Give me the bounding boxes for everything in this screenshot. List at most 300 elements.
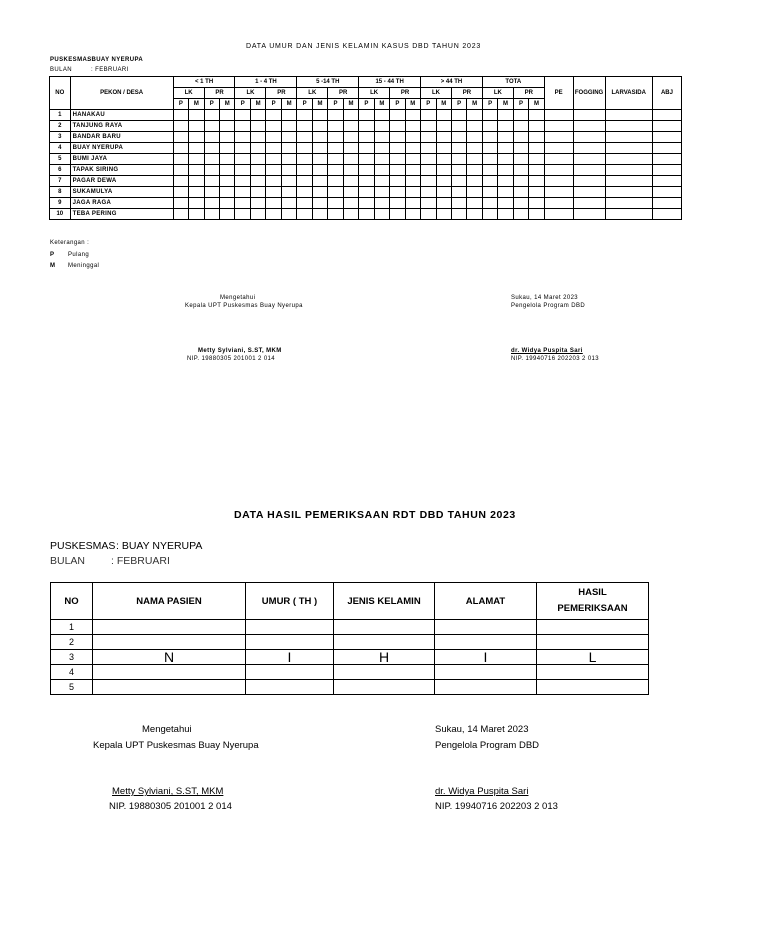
data-cell xyxy=(266,209,281,220)
data-cell xyxy=(204,143,219,154)
data-cell xyxy=(421,165,436,176)
doc2-title: DATA HASIL PEMERIKSAAN RDT DBD TAHUN 2023 xyxy=(234,509,516,521)
data-cell xyxy=(374,143,389,154)
data-cell xyxy=(451,143,466,154)
data-cell xyxy=(544,187,573,198)
data-cell xyxy=(421,209,436,220)
data-cell xyxy=(421,187,436,198)
legend-code-m: M xyxy=(50,263,56,269)
data-cell xyxy=(544,165,573,176)
data-cell xyxy=(573,121,605,132)
data-cell xyxy=(498,165,513,176)
data-cell xyxy=(281,121,297,132)
data-cell xyxy=(436,143,451,154)
data-cell xyxy=(405,110,421,121)
pekon-name: HANAKAU xyxy=(70,110,173,121)
data-cell xyxy=(220,132,235,143)
data-cell xyxy=(297,198,312,209)
data-cell xyxy=(173,165,188,176)
data-cell xyxy=(436,132,451,143)
cell-jk xyxy=(334,680,435,695)
row-number: 10 xyxy=(50,209,71,220)
doc2-sign-right-name: dr. Widya Puspita Sari xyxy=(435,786,529,797)
doc1-sign-left-line2: Kepala UPT Puskesmas Buay Nyerupa xyxy=(185,303,303,309)
cell-hasil xyxy=(537,680,649,695)
doc1-header-lk: LK xyxy=(482,88,513,99)
doc1-sign-left-nip: NIP. 19880305 201001 2 014 xyxy=(187,356,276,362)
cell-jk xyxy=(334,635,435,650)
doc2-sign-left-nip: NIP. 19880305 201001 2 014 xyxy=(109,801,232,812)
doc1-sign-right-line1: Sukau, 14 Maret 2023 xyxy=(511,295,579,301)
data-cell xyxy=(189,121,204,132)
cell-umur xyxy=(246,665,334,680)
doc2-header-umur: UMUR ( TH ) xyxy=(246,583,334,620)
data-cell xyxy=(250,121,265,132)
data-cell xyxy=(390,187,405,198)
data-cell xyxy=(359,143,374,154)
data-cell xyxy=(204,165,219,176)
data-cell xyxy=(328,187,343,198)
data-cell xyxy=(312,154,327,165)
data-cell xyxy=(204,132,219,143)
data-cell xyxy=(605,209,652,220)
data-cell xyxy=(374,110,389,121)
data-cell xyxy=(390,198,405,209)
doc1-bulan-value: : FEBRUARI xyxy=(91,67,129,73)
doc2-sign-left-line1: Mengetahui xyxy=(142,724,192,735)
data-cell xyxy=(343,143,358,154)
data-cell xyxy=(328,165,343,176)
data-cell xyxy=(297,121,312,132)
doc1-header-p: P xyxy=(235,99,250,110)
data-cell xyxy=(652,132,681,143)
doc1-header-p: P xyxy=(390,99,405,110)
data-cell xyxy=(189,132,204,143)
data-cell xyxy=(250,198,265,209)
data-cell xyxy=(281,154,297,165)
data-cell xyxy=(436,187,451,198)
data-cell xyxy=(266,110,281,121)
row-number: 9 xyxy=(50,198,71,209)
row-number: 2 xyxy=(50,121,71,132)
data-cell xyxy=(605,154,652,165)
data-cell xyxy=(573,154,605,165)
table-row xyxy=(50,165,682,176)
doc1-header-pekon: PEKON / DESA xyxy=(70,77,173,110)
pekon-name: SUKAMULYA xyxy=(70,187,173,198)
data-cell xyxy=(605,165,652,176)
data-cell xyxy=(544,132,573,143)
data-cell xyxy=(220,209,235,220)
doc1-sign-right-line2: Pengelola Program DBD xyxy=(511,303,586,309)
data-cell xyxy=(189,143,204,154)
data-cell xyxy=(498,143,513,154)
doc1-header-m: M xyxy=(467,99,482,110)
data-cell xyxy=(312,110,327,121)
pekon-name: TANJUNG RAYA xyxy=(70,121,173,132)
data-cell xyxy=(343,198,358,209)
data-cell xyxy=(281,165,297,176)
data-cell xyxy=(482,165,497,176)
data-cell xyxy=(390,176,405,187)
doc1-header-age-group: > 44 TH xyxy=(421,77,483,88)
data-cell xyxy=(529,143,544,154)
data-cell xyxy=(513,165,528,176)
data-cell xyxy=(204,187,219,198)
doc1-title: DATA UMUR DAN JENIS KELAMIN KASUS DBD TAHUN 2023 xyxy=(246,43,482,50)
data-cell xyxy=(204,121,219,132)
data-cell xyxy=(405,143,421,154)
data-cell xyxy=(220,121,235,132)
data-cell xyxy=(498,187,513,198)
row-number: 5 xyxy=(51,680,93,695)
data-cell xyxy=(374,209,389,220)
doc1-header-lk: LK xyxy=(421,88,452,99)
row-number: 2 xyxy=(51,635,93,650)
data-cell xyxy=(498,198,513,209)
doc1-header-m: M xyxy=(343,99,358,110)
data-cell xyxy=(328,110,343,121)
data-cell xyxy=(281,132,297,143)
doc1-header-p: P xyxy=(328,99,343,110)
pekon-name: TEBA PERING xyxy=(70,209,173,220)
data-cell xyxy=(605,132,652,143)
data-cell xyxy=(204,110,219,121)
data-cell xyxy=(421,132,436,143)
data-cell xyxy=(343,110,358,121)
cell-umur xyxy=(246,620,334,635)
data-cell xyxy=(328,198,343,209)
table-row xyxy=(50,154,682,165)
data-cell xyxy=(189,165,204,176)
table-row xyxy=(50,121,682,132)
data-cell xyxy=(235,176,250,187)
data-cell xyxy=(421,143,436,154)
data-cell xyxy=(529,187,544,198)
data-cell xyxy=(359,154,374,165)
row-number: 1 xyxy=(50,110,71,121)
doc1-sign-right-nip: NIP. 19940716 202203 2 013 xyxy=(511,356,600,362)
doc1-header-m: M xyxy=(405,99,421,110)
cell-umur xyxy=(246,680,334,695)
data-cell xyxy=(498,154,513,165)
data-cell xyxy=(405,198,421,209)
age-gender-table xyxy=(49,76,682,220)
data-cell xyxy=(173,121,188,132)
pekon-name: PAGAR DEWA xyxy=(70,176,173,187)
row-number: 3 xyxy=(50,132,71,143)
data-cell xyxy=(544,176,573,187)
cell-nama xyxy=(93,665,246,680)
data-cell xyxy=(573,176,605,187)
data-cell xyxy=(482,154,497,165)
data-cell xyxy=(281,110,297,121)
data-cell xyxy=(498,121,513,132)
cell-alamat xyxy=(435,665,537,680)
doc1-header-p: P xyxy=(421,99,436,110)
data-cell xyxy=(451,132,466,143)
data-cell xyxy=(359,121,374,132)
doc1-header-age-group: 5 -14 TH xyxy=(297,77,359,88)
data-cell xyxy=(173,143,188,154)
data-cell xyxy=(529,209,544,220)
data-cell xyxy=(374,121,389,132)
data-cell xyxy=(451,209,466,220)
data-cell xyxy=(173,209,188,220)
table-row xyxy=(51,620,649,635)
data-cell xyxy=(343,121,358,132)
data-cell xyxy=(297,143,312,154)
doc1-header-age-group: TOTA xyxy=(482,77,544,88)
data-cell xyxy=(513,176,528,187)
data-cell xyxy=(467,198,482,209)
doc2-header-nama: NAMA PASIEN xyxy=(93,583,246,620)
doc1-header-larvasida: LARVASIDA xyxy=(605,77,652,110)
data-cell xyxy=(189,110,204,121)
data-cell xyxy=(529,132,544,143)
cell-nama xyxy=(93,635,246,650)
doc1-header-m: M xyxy=(220,99,235,110)
data-cell xyxy=(573,209,605,220)
doc1-header-p: P xyxy=(513,99,528,110)
doc1-header-p: P xyxy=(297,99,312,110)
data-cell xyxy=(405,165,421,176)
data-cell xyxy=(513,121,528,132)
row-number: 8 xyxy=(50,187,71,198)
data-cell xyxy=(312,143,327,154)
data-cell xyxy=(281,198,297,209)
cell-jk xyxy=(334,665,435,680)
data-cell xyxy=(204,176,219,187)
doc2-header-hasil xyxy=(537,583,649,620)
data-cell xyxy=(266,165,281,176)
doc1-header-pe: PE xyxy=(544,77,573,110)
data-cell xyxy=(312,165,327,176)
data-cell xyxy=(312,176,327,187)
data-cell xyxy=(467,110,482,121)
data-cell xyxy=(250,132,265,143)
doc1-header-p: P xyxy=(173,99,188,110)
data-cell xyxy=(390,154,405,165)
data-cell xyxy=(173,132,188,143)
doc1-puskesmas-value: : BUAY NYERUPA xyxy=(87,57,144,63)
pekon-name: TAPAK SIRING xyxy=(70,165,173,176)
cell-umur xyxy=(246,635,334,650)
data-cell xyxy=(297,187,312,198)
data-cell xyxy=(482,143,497,154)
doc1-header-m: M xyxy=(250,99,265,110)
data-cell xyxy=(390,132,405,143)
data-cell xyxy=(359,110,374,121)
data-cell xyxy=(281,187,297,198)
table-row xyxy=(51,665,649,680)
data-cell xyxy=(250,143,265,154)
data-cell xyxy=(328,132,343,143)
data-cell xyxy=(266,198,281,209)
data-cell xyxy=(421,110,436,121)
doc1-header-lk: LK xyxy=(235,88,266,99)
table-row xyxy=(50,176,682,187)
data-cell xyxy=(652,187,681,198)
data-cell xyxy=(266,132,281,143)
data-cell xyxy=(235,121,250,132)
data-cell xyxy=(436,198,451,209)
cell-hasil: L xyxy=(537,650,649,665)
data-cell xyxy=(235,143,250,154)
data-cell xyxy=(390,209,405,220)
data-cell xyxy=(652,154,681,165)
data-cell xyxy=(266,154,281,165)
data-cell xyxy=(343,165,358,176)
doc1-sign-left-name: Metty Sylviani, S.ST, MKM xyxy=(198,348,282,354)
doc1-header-age-group: < 1 TH xyxy=(173,77,235,88)
doc2-bulan-label: BULAN xyxy=(50,555,86,567)
data-cell xyxy=(421,198,436,209)
data-cell xyxy=(467,121,482,132)
data-cell xyxy=(405,187,421,198)
cell-nama: N xyxy=(93,650,246,665)
doc2-header-alamat: ALAMAT xyxy=(435,583,537,620)
data-cell xyxy=(328,209,343,220)
data-cell xyxy=(498,209,513,220)
data-cell xyxy=(529,121,544,132)
data-cell xyxy=(451,121,466,132)
pekon-name: BANDAR BARU xyxy=(70,132,173,143)
data-cell xyxy=(513,154,528,165)
data-cell xyxy=(513,209,528,220)
data-cell xyxy=(605,110,652,121)
row-number: 4 xyxy=(51,665,93,680)
data-cell xyxy=(328,176,343,187)
doc2-header-hasil-line2: PEMERIKSAAN xyxy=(557,603,628,614)
cell-hasil xyxy=(537,620,649,635)
doc1-header-m: M xyxy=(498,99,513,110)
data-cell xyxy=(343,132,358,143)
table-row xyxy=(51,680,649,695)
cell-jk: H xyxy=(334,650,435,665)
data-cell xyxy=(189,154,204,165)
data-cell xyxy=(498,110,513,121)
data-cell xyxy=(297,154,312,165)
data-cell xyxy=(652,165,681,176)
data-cell xyxy=(204,154,219,165)
table-row xyxy=(51,635,649,650)
row-number: 4 xyxy=(50,143,71,154)
data-cell xyxy=(235,154,250,165)
data-cell xyxy=(390,165,405,176)
data-cell xyxy=(250,110,265,121)
data-cell xyxy=(405,154,421,165)
data-cell xyxy=(390,110,405,121)
doc1-header-m: M xyxy=(374,99,389,110)
data-cell xyxy=(266,143,281,154)
data-cell xyxy=(312,198,327,209)
data-cell xyxy=(451,165,466,176)
data-cell xyxy=(436,110,451,121)
data-cell xyxy=(359,209,374,220)
data-cell xyxy=(544,198,573,209)
data-cell xyxy=(544,110,573,121)
doc2-header-hasil-line1: HASIL xyxy=(578,587,607,598)
data-cell xyxy=(467,209,482,220)
row-number: 5 xyxy=(50,154,71,165)
data-cell xyxy=(652,198,681,209)
doc1-header-p: P xyxy=(482,99,497,110)
doc1-header-lk: LK xyxy=(173,88,204,99)
data-cell xyxy=(498,176,513,187)
doc2-puskesmas-value: : BUAY NYERUPA xyxy=(116,540,203,552)
data-cell xyxy=(482,132,497,143)
doc1-header-pr: PR xyxy=(390,88,421,99)
doc2-sign-left-line2: Kepala UPT Puskesmas Buay Nyerupa xyxy=(93,740,259,751)
doc2-header-no: NO xyxy=(51,583,93,620)
data-cell xyxy=(513,110,528,121)
table-row xyxy=(50,143,682,154)
data-cell xyxy=(173,176,188,187)
cell-nama xyxy=(93,680,246,695)
data-cell xyxy=(173,110,188,121)
doc2-sign-right-nip: NIP. 19940716 202203 2 013 xyxy=(435,801,558,812)
data-cell xyxy=(405,176,421,187)
doc1-header-age-group: 15 - 44 TH xyxy=(359,77,421,88)
table-row xyxy=(50,132,682,143)
keterangan-title: Keterangan : xyxy=(50,240,90,246)
doc1-header-m: M xyxy=(529,99,544,110)
data-cell xyxy=(513,143,528,154)
data-cell xyxy=(220,143,235,154)
data-cell xyxy=(544,209,573,220)
data-cell xyxy=(513,187,528,198)
doc1-header-m: M xyxy=(281,99,297,110)
data-cell xyxy=(343,187,358,198)
data-cell xyxy=(482,176,497,187)
data-cell xyxy=(250,176,265,187)
data-cell xyxy=(482,121,497,132)
data-cell xyxy=(266,121,281,132)
data-cell xyxy=(605,198,652,209)
doc1-header-lk: LK xyxy=(359,88,390,99)
data-cell xyxy=(605,121,652,132)
cell-umur: I xyxy=(246,650,334,665)
data-cell xyxy=(220,165,235,176)
data-cell xyxy=(529,176,544,187)
doc1-header-pr: PR xyxy=(328,88,359,99)
data-cell xyxy=(374,165,389,176)
data-cell xyxy=(467,154,482,165)
data-cell xyxy=(343,209,358,220)
cell-hasil xyxy=(537,665,649,680)
data-cell xyxy=(544,143,573,154)
data-cell xyxy=(573,132,605,143)
doc1-sign-left-line1: Mengetahui xyxy=(220,295,256,301)
doc1-header-pr: PR xyxy=(513,88,544,99)
doc2-sign-left-name: Metty Sylviani, S.ST, MKM xyxy=(112,786,224,797)
data-cell xyxy=(328,121,343,132)
data-cell xyxy=(605,187,652,198)
doc1-header-p: P xyxy=(204,99,219,110)
row-number: 6 xyxy=(50,165,71,176)
data-cell xyxy=(467,143,482,154)
doc1-header-pr: PR xyxy=(451,88,482,99)
data-cell xyxy=(605,176,652,187)
data-cell xyxy=(451,176,466,187)
data-cell xyxy=(482,198,497,209)
doc1-bulan-label: BULAN xyxy=(50,67,73,73)
doc1-header-m: M xyxy=(312,99,327,110)
doc1-header-p: P xyxy=(451,99,466,110)
doc2-header-jenis-kelamin: JENIS KELAMIN xyxy=(334,583,435,620)
data-cell xyxy=(544,121,573,132)
